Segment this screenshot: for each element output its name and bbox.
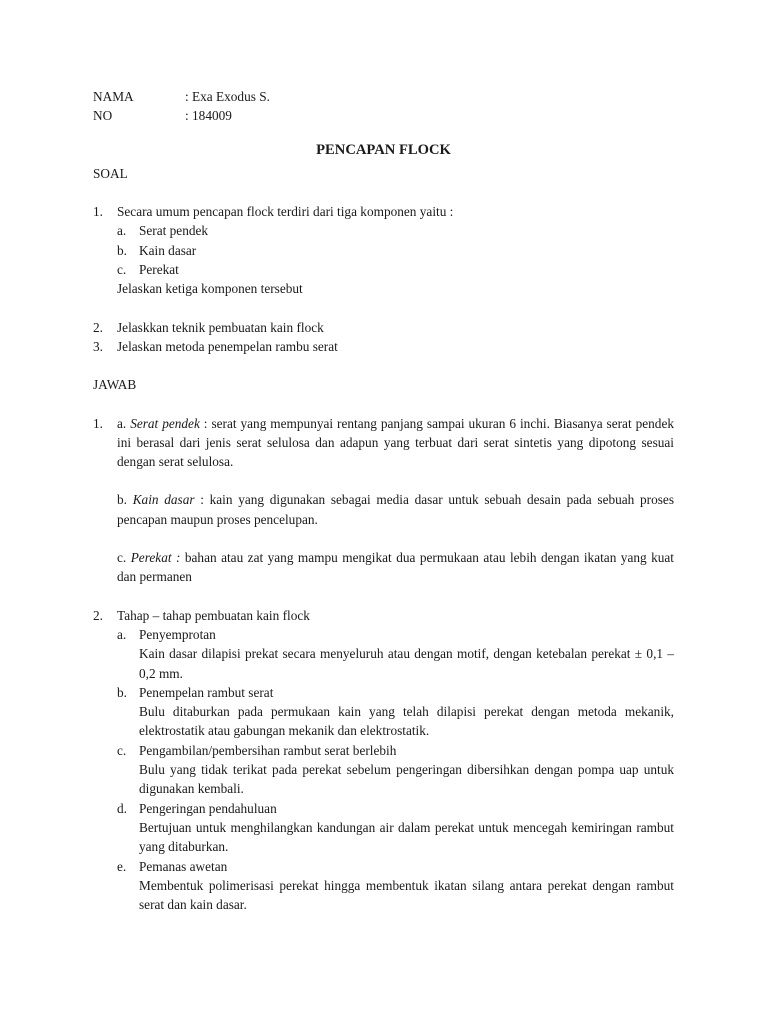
document-page <box>93 87 674 914</box>
step-description: Bertujuan untuk menghilangkan kandungan air dalam perekat untuk mencegah kemiringan rambut yang ditaburkan. <box>139 819 674 855</box>
answer-1c <box>117 548 674 587</box>
number-row <box>93 106 674 125</box>
question-text: Jelaskkan teknik pembuatan kain flock <box>117 319 324 335</box>
soal-heading: SOAL <box>93 165 128 181</box>
answer-term: Serat pendek <box>130 415 200 431</box>
answer-1b <box>117 490 674 529</box>
number-label: NO <box>93 108 113 124</box>
answer-number: 1. <box>93 415 103 431</box>
question-text: Jelaskan metoda penempelan rambu serat <box>117 338 338 354</box>
option-b <box>93 241 674 260</box>
question-number: 2. <box>93 319 103 335</box>
answer-text: : kain yang digunakan sebagai media dasar untuk sebuah desain pada sebuah proses pencapan maupun proses pencelupan. <box>117 492 675 527</box>
option-text: Perekat <box>139 262 179 278</box>
option-text: Serat pendek <box>139 223 209 239</box>
step-description: Membentuk polimerisasi perekat hingga membentuk ikatan silang antara perekat dengan rambut serat dan kain dasar. <box>139 877 674 913</box>
answer-text: Tahap – tahap pembuatan kain flock <box>117 607 310 623</box>
step-description: Kain dasar dilapisi prekat secara menyeluruh atau dengan motif, dengan ketebalan perekat ± 0,1 – 0,2 mm. <box>139 646 674 681</box>
step-letter: d. <box>117 800 127 816</box>
question-3 <box>93 337 674 356</box>
number-value: : 184009 <box>185 108 232 124</box>
jawab-heading: JAWAB <box>93 377 137 393</box>
step-title: Pengeringan pendahuluan <box>139 800 277 816</box>
answer-1 <box>93 414 674 587</box>
answer-term: Kain dasar <box>132 492 195 508</box>
option-c <box>93 260 674 279</box>
question-number: 3. <box>93 338 103 354</box>
answer-term: Perekat : <box>130 550 181 566</box>
answer-2 <box>93 606 674 625</box>
answer-text: : serat yang mempunyai rentang panjang sampai ukuran 6 inchi. Biasanya serat pendek ini berasal dari jenis serat selulosa dan adapun yang terbuat dari serat sintetis yang dipotong sesuai dengan serat selulosa. <box>117 415 674 470</box>
question-number: 1. <box>93 204 103 220</box>
answer-number: 2. <box>93 607 103 623</box>
step-letter: c. <box>117 742 127 758</box>
step-title: Penempelan rambut serat <box>139 684 274 700</box>
option-letter: c. <box>117 262 127 278</box>
step-title: Pengambilan/pembersihan rambut serat berlebih <box>139 742 397 758</box>
document-title: PENCAPAN FLOCK <box>316 141 451 158</box>
step-a <box>93 625 674 683</box>
option-letter: a. <box>117 223 127 239</box>
answer-text: bahan atau zat yang mampu mengikat dua permukaan atau lebih dengan ikatan yang kuat dan permanen <box>117 550 674 585</box>
option-text: Kain dasar <box>139 242 197 258</box>
step-letter: b. <box>117 684 127 700</box>
step-description: Bulu ditaburkan pada permukaan kain yang telah dilapisi perekat dengan metoda mekanik, elektrostatik atau gabungan mekanik dan elektrostatik. <box>139 704 674 739</box>
answer-1a <box>117 414 674 472</box>
step-title: Penyemprotan <box>139 626 216 642</box>
answer-prefix: b. <box>117 492 127 508</box>
step-b <box>93 683 674 741</box>
question-text: Secara umum pencapan flock terdiri dari tiga komponen yaitu : <box>117 204 454 220</box>
name-label: NAMA <box>93 89 134 104</box>
step-c <box>93 741 674 799</box>
step-d <box>93 799 674 857</box>
question-1 <box>93 202 674 221</box>
name-row <box>93 87 674 106</box>
answer-prefix: a. <box>117 415 127 431</box>
step-title: Pemanas awetan <box>139 858 228 874</box>
step-letter: a. <box>117 626 127 642</box>
option-letter: b. <box>117 242 127 258</box>
step-letter: e. <box>117 858 127 874</box>
name-value: : Exa Exodus S. <box>185 89 270 104</box>
option-a <box>93 221 674 240</box>
question-2 <box>93 318 674 337</box>
question-1-instruction: Jelaskan ketiga komponen tersebut <box>117 281 303 297</box>
step-description: Bulu yang tidak terikat pada perekat sebelum pengeringan dibersihkan dengan pompa uap untuk digunakan kembali. <box>139 762 674 797</box>
answer-prefix: c. <box>117 550 127 566</box>
step-e <box>93 857 674 915</box>
